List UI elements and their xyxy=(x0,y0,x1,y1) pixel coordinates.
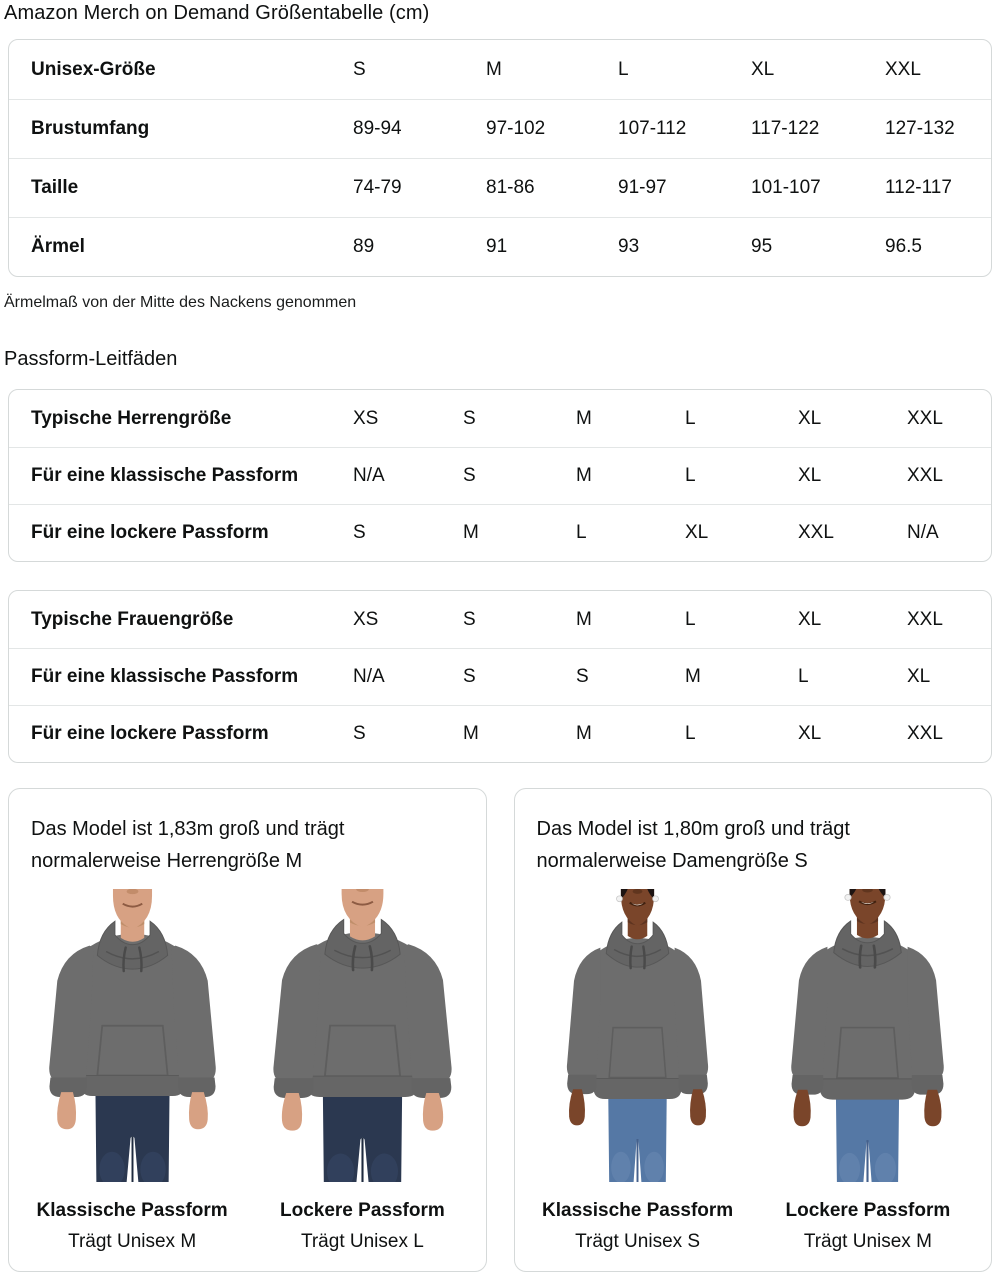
table-row xyxy=(9,99,991,158)
row-label: Typische Frauengröße xyxy=(31,608,234,630)
table-cell: 95 xyxy=(751,236,773,257)
model-photo-loose-fit xyxy=(760,889,976,1253)
table-row xyxy=(9,390,991,447)
table-cell: 89-94 xyxy=(353,118,402,139)
table-cell: 91 xyxy=(486,236,508,257)
table-cell: M xyxy=(576,407,592,429)
table-cell: 97-102 xyxy=(486,118,546,139)
mens-fit-table xyxy=(8,389,992,562)
model-cards-row xyxy=(8,788,992,1272)
model-photo-loose-fit xyxy=(254,889,470,1253)
row-label: Brustumfang xyxy=(31,118,150,139)
female-model-classic-photo xyxy=(530,889,745,1182)
table-cell: L xyxy=(798,666,809,687)
size-col-header: M xyxy=(486,58,502,80)
table-cell: L xyxy=(685,608,696,630)
table-cell: M xyxy=(576,608,592,630)
model-photos xyxy=(23,889,472,1253)
row-label: Für eine lockere Passform xyxy=(31,522,269,543)
table-cell: M xyxy=(576,723,592,744)
mens-model-card xyxy=(8,788,487,1272)
table-cell: M xyxy=(576,465,592,486)
row-label: Für eine klassische Passform xyxy=(31,666,299,687)
model-photos xyxy=(529,889,978,1253)
table-cell: M xyxy=(685,666,701,687)
table-cell: XL xyxy=(798,608,822,630)
fit-label: Klassische Passform xyxy=(36,1200,228,1221)
table-cell: 107-112 xyxy=(618,118,687,139)
table-row xyxy=(9,504,991,561)
model-photo-classic-fit xyxy=(530,889,746,1253)
size-label: Trägt Unisex M xyxy=(803,1231,932,1252)
table-cell: 89 xyxy=(353,236,375,257)
table-cell: S xyxy=(463,608,476,630)
size-col-header: S xyxy=(353,58,366,80)
size-col-header: XXL xyxy=(885,58,921,80)
table-cell: M xyxy=(463,522,479,543)
table-row xyxy=(9,648,991,705)
table-cell: XL xyxy=(798,723,822,744)
table-cell: XXL xyxy=(907,608,943,630)
womens-model-card xyxy=(514,788,993,1272)
table-cell: 81-86 xyxy=(486,177,535,198)
male-model-classic-photo xyxy=(25,889,240,1182)
model-description: Das Model ist 1,80m groß und trägt normalerweise Damengröße S xyxy=(536,818,850,872)
size-col-header: L xyxy=(618,58,629,80)
table-cell: M xyxy=(463,723,479,744)
table-cell: XXL xyxy=(907,723,943,744)
womens-fit-table xyxy=(8,590,992,763)
table-cell: XL xyxy=(798,465,822,486)
table-cell: L xyxy=(685,407,696,429)
row-label: Für eine klassische Passform xyxy=(31,465,299,486)
table-cell: N/A xyxy=(353,465,385,486)
table-header-row xyxy=(9,40,991,99)
row-label: Taille xyxy=(31,177,79,198)
size-col-header: XL xyxy=(751,58,775,80)
table-row xyxy=(9,447,991,504)
table-cell: XL xyxy=(798,407,822,429)
table-cell: S xyxy=(576,666,589,687)
female-model-loose-photo xyxy=(760,889,975,1182)
table-cell: S xyxy=(353,723,366,744)
table-cell: N/A xyxy=(907,522,939,543)
table-row xyxy=(9,591,991,648)
table-row xyxy=(9,705,991,762)
table-row xyxy=(9,158,991,217)
size-label: Trägt Unisex M xyxy=(68,1231,197,1252)
size-label: Trägt Unisex L xyxy=(300,1231,424,1252)
unisex-size-table xyxy=(8,39,992,277)
male-model-loose-photo xyxy=(255,889,470,1182)
row-label: Unisex-Größe xyxy=(31,58,156,80)
table-cell: 101-107 xyxy=(751,177,821,198)
table-cell: XS xyxy=(353,608,379,630)
table-cell: S xyxy=(463,666,476,687)
fit-guides-heading: Passform-Leitfäden xyxy=(4,348,178,370)
model-photo-classic-fit xyxy=(24,889,240,1253)
table-cell: XXL xyxy=(907,465,943,486)
table-cell: 127-132 xyxy=(885,118,955,139)
table-cell: 96.5 xyxy=(885,236,922,257)
page-title: Amazon Merch on Demand Größentabelle (cm) xyxy=(4,2,430,24)
table-cell: L xyxy=(685,465,696,486)
table-cell: 93 xyxy=(618,236,640,257)
table-cell: XXL xyxy=(798,522,834,543)
row-label: Für eine lockere Passform xyxy=(31,723,269,744)
table-cell: S xyxy=(463,465,476,486)
table-cell: L xyxy=(685,723,696,744)
table-cell: S xyxy=(353,522,366,543)
table-cell: XL xyxy=(685,522,709,543)
size-chart-page xyxy=(0,1,1000,1272)
table-cell: XS xyxy=(353,407,379,429)
table-cell: 112-117 xyxy=(885,177,952,198)
row-label: Ärmel xyxy=(31,236,85,257)
table-cell: S xyxy=(463,407,476,429)
table-cell: XL xyxy=(907,666,931,687)
row-label: Typische Herrengröße xyxy=(31,407,232,429)
table-row xyxy=(9,217,991,276)
table-cell: N/A xyxy=(353,666,385,687)
fit-label: Lockere Passform xyxy=(280,1200,445,1221)
table-cell: XXL xyxy=(907,407,943,429)
table-cell: L xyxy=(576,522,587,543)
table-cell: 91-97 xyxy=(618,177,667,198)
size-label: Trägt Unisex S xyxy=(575,1231,701,1252)
fit-label: Lockere Passform xyxy=(785,1200,951,1221)
table-cell: 74-79 xyxy=(353,177,402,198)
table-cell: 117-122 xyxy=(751,118,820,139)
fit-label: Klassische Passform xyxy=(542,1200,734,1221)
sleeve-measurement-note: Ärmelmaß von der Mitte des Nackens genommen xyxy=(4,294,357,311)
model-description: Das Model ist 1,83m groß und trägt normalerweise Herrengröße M xyxy=(31,818,345,872)
